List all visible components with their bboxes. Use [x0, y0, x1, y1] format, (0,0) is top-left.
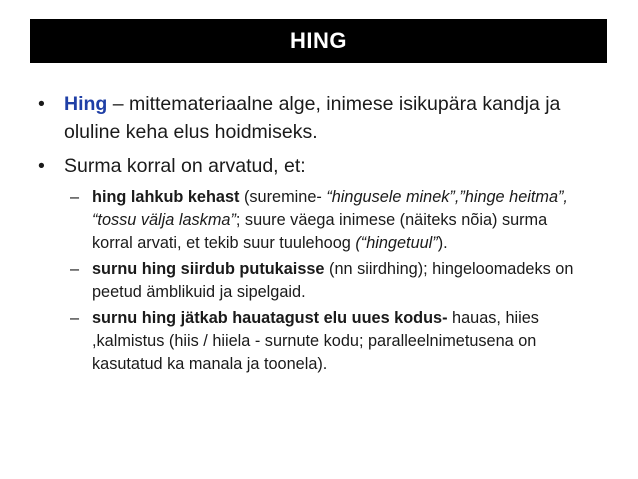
subbullet-text: hauas, hiies ,kalmistus (hiis / hiiela - surnute kodu; paralleelnimetusena on kasutatud ka manala ja toonela).	[92, 309, 539, 373]
subbullet-soul-leaves-body	[36, 186, 582, 255]
subbullet-text: (nn siirdhing); hingeloomadeks on peetud ämblikuid ja sipelgaid.	[92, 260, 574, 301]
bullet-marker: •	[38, 93, 45, 115]
subbullet-italic: (“hingetuul”	[355, 234, 438, 252]
subbullet-text: ; suure väega inimese (näiteks nõia) surma korral arvati, et tekib suur tuulehoog	[92, 211, 548, 252]
subbullet-heading: surnu hing jätkab hauatagust elu uues kodus-	[92, 309, 448, 327]
bullet-death-intro	[36, 152, 606, 180]
death-intro-text: Surma korral on arvatud, et:	[64, 155, 306, 177]
bullet-marker: •	[38, 155, 45, 177]
dash-marker: –	[70, 188, 80, 206]
subbullet-afterlife-home	[36, 307, 582, 376]
title-bar	[30, 19, 607, 63]
subbullet-soul-into-insects	[36, 258, 582, 304]
subbullet-text: ).	[437, 234, 448, 252]
bullet-hing-definition	[36, 90, 606, 146]
dash-marker: –	[70, 309, 80, 327]
term-hing: Hing	[64, 93, 108, 115]
subbullet-heading: hing lahkub kehast	[92, 188, 240, 206]
subbullet-text: (suremine-	[239, 188, 327, 206]
dash-marker: –	[70, 260, 80, 278]
subbullet-italic: “hingusele minek”,”hinge heitma”, “tossu välja laskma”	[92, 188, 568, 229]
slide-title: HING	[290, 28, 347, 53]
definition-text: – mittemateriaalne alge, inimese isikupära kandja ja oluline keha elus hoidmiseks.	[64, 93, 561, 143]
subbullet-heading: surnu hing siirdub putukaisse	[92, 260, 325, 278]
slide-content	[36, 90, 606, 379]
